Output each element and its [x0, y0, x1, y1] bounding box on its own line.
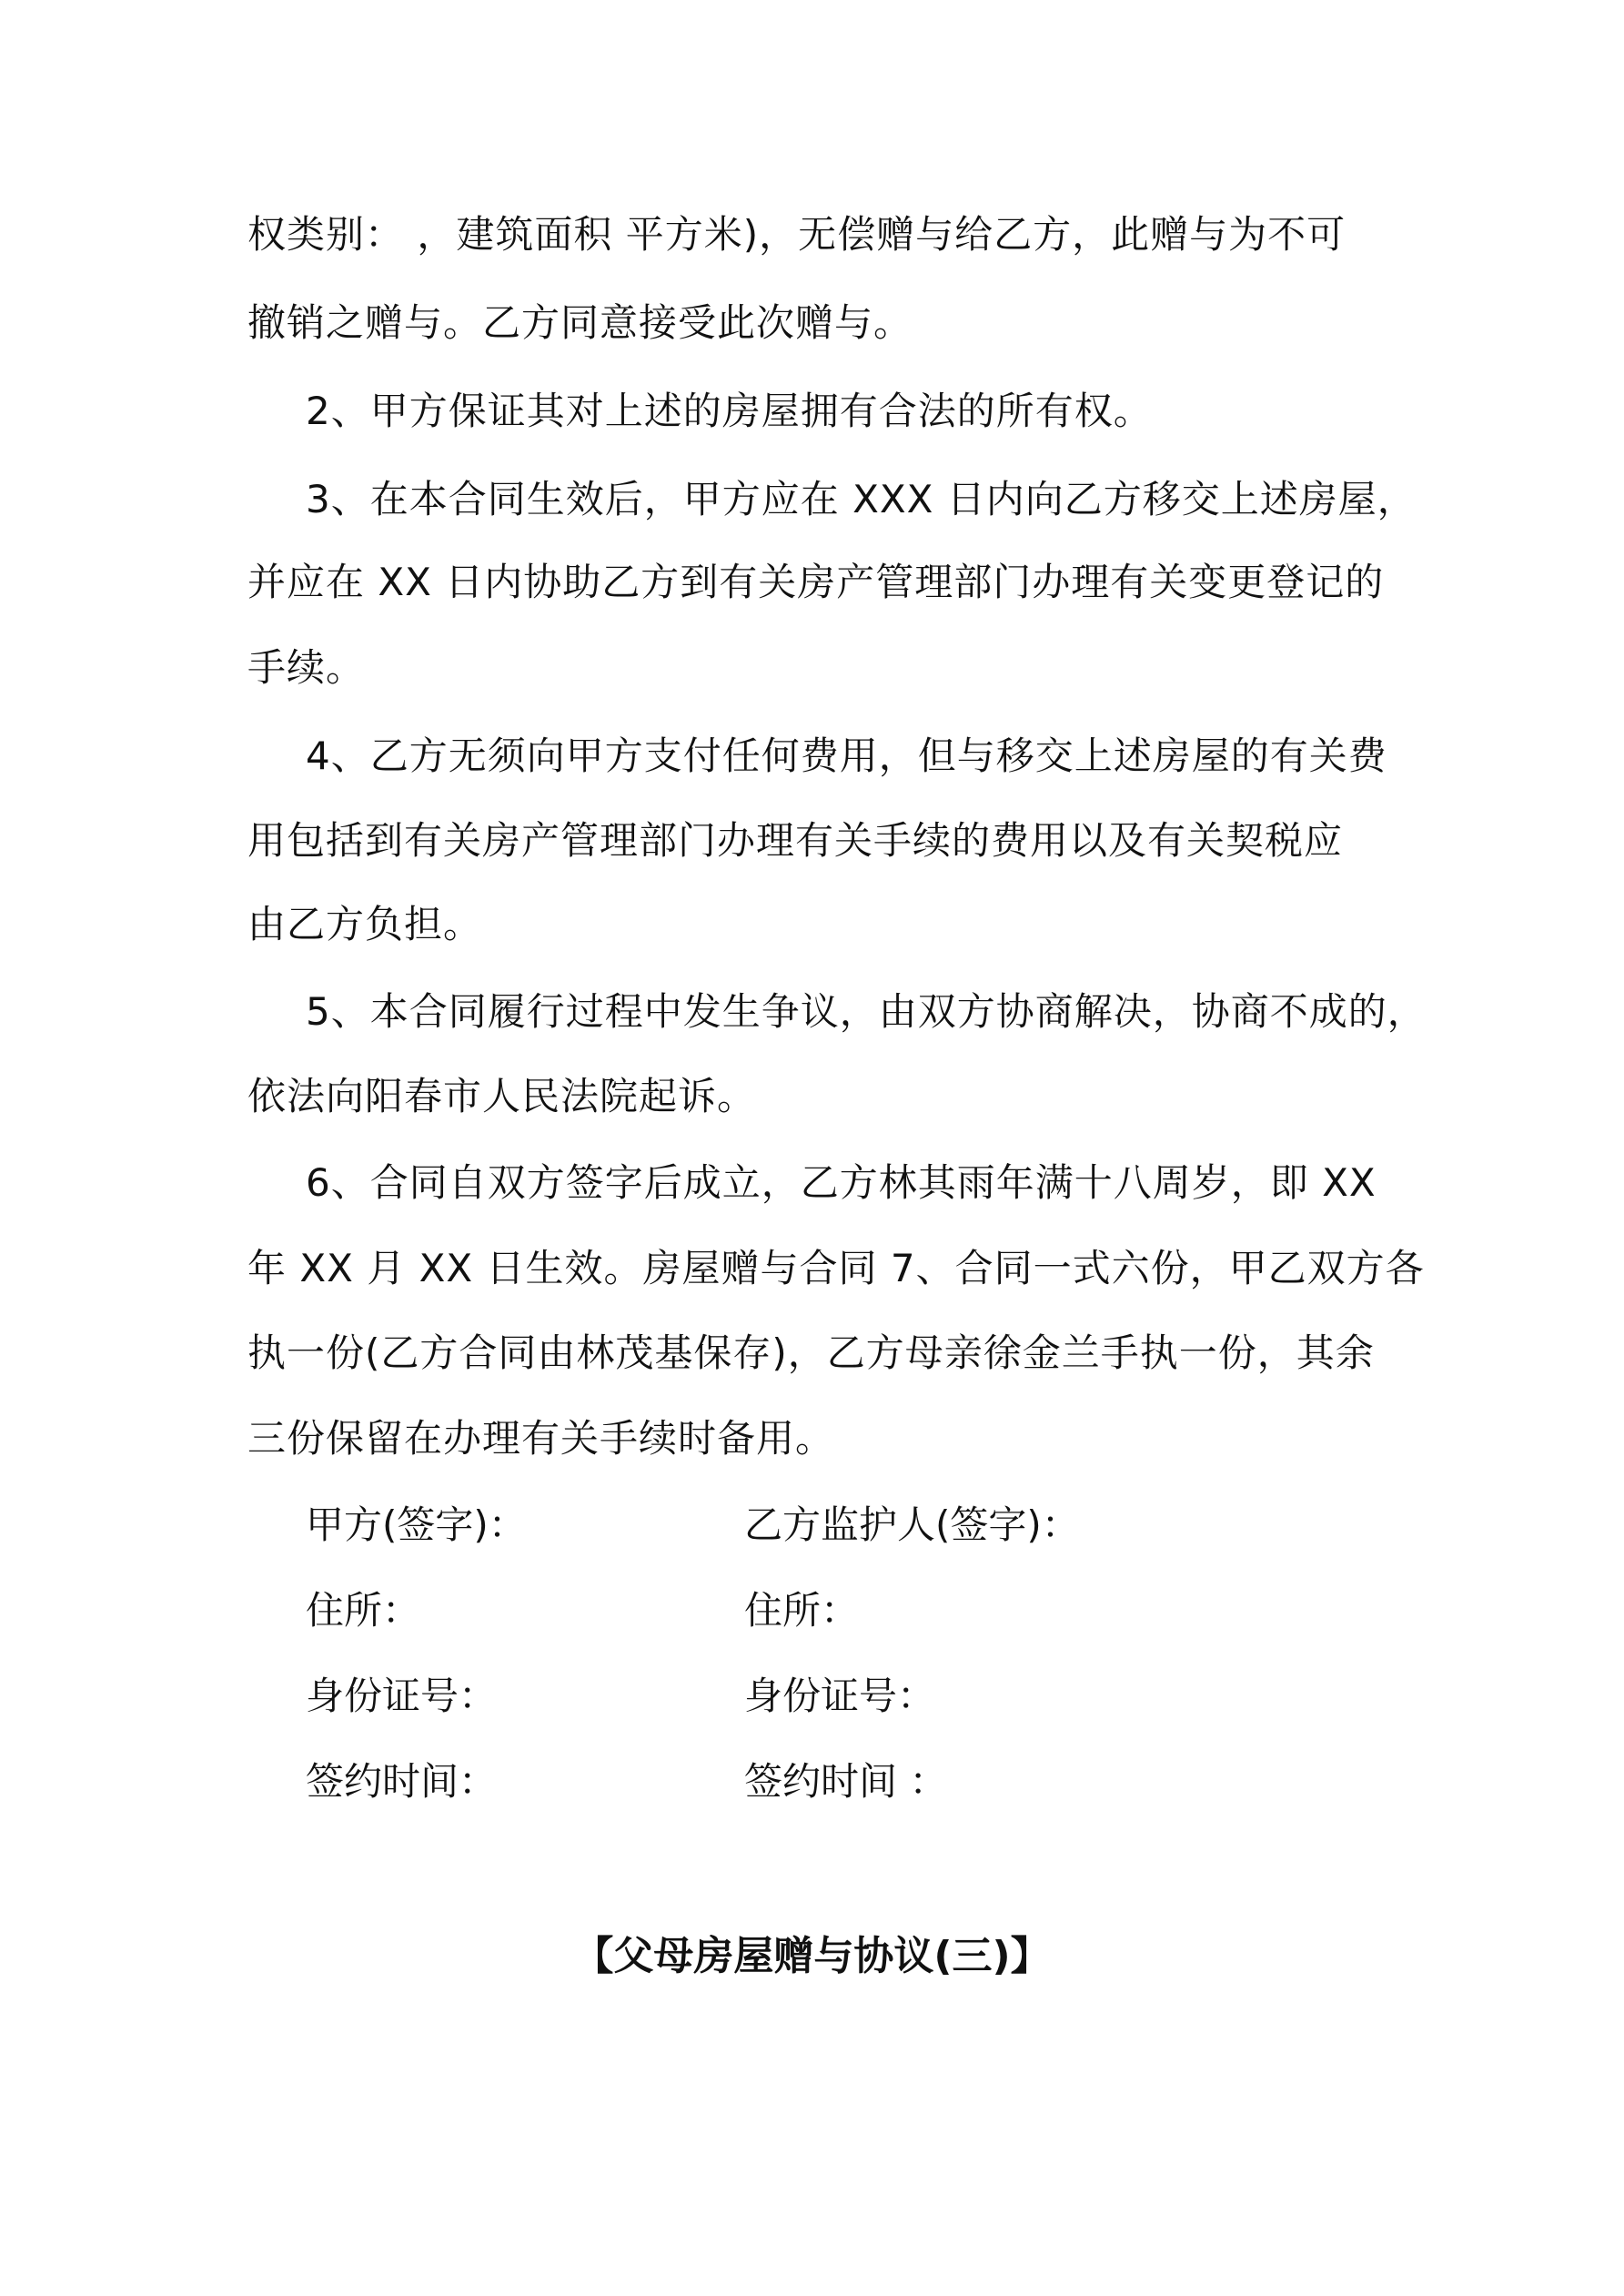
paragraph-3-line-3: 手续。 — [247, 645, 366, 690]
address-party-a: 住所： — [306, 1588, 421, 1633]
signing-date-party-a: 签约时间： — [306, 1759, 498, 1804]
section-heading: 【父母房屋赠与协议(三)】 — [573, 1933, 1051, 1979]
paragraph-1-line-2: 撤销之赠与。乙方同意接受此次赠与。 — [247, 300, 913, 345]
signing-date-party-b: 签约时间 ： — [744, 1759, 948, 1804]
paragraph-1-line-1: 权类别： ，建筑面积 平方米)，无偿赠与给乙方，此赠与为不可 — [247, 212, 1347, 257]
paragraph-6-line-1: 6、合同自双方签字后成立，乙方林其雨年满十八周岁，即 XX — [306, 1160, 1377, 1205]
address-party-b: 住所： — [744, 1588, 860, 1633]
paragraph-3-line-2: 并应在 XX 日内协助乙方到有关房产管理部门办理有关变更登记的 — [247, 560, 1385, 604]
paragraph-6-line-2: 年 XX 月 XX 日生效。房屋赠与合同 7、合同一式六份，甲乙双方各 — [247, 1246, 1425, 1290]
paragraph-4-line-3: 由乙方负担。 — [247, 902, 483, 946]
signature-guardian-b: 乙方监护人(签字)： — [744, 1502, 1080, 1547]
paragraph-2-line-1: 2、甲方保证其对上述的房屋拥有合法的所有权。 — [306, 389, 1153, 433]
paragraph-6-line-3: 执一份(乙方合同由林茂基保存)，乙方母亲徐金兰手执一份，其余 — [247, 1330, 1375, 1375]
paragraph-5-line-2: 依法向阳春市人民法院起诉。 — [247, 1074, 757, 1118]
id-number-party-a: 身份证号： — [306, 1674, 498, 1718]
paragraph-3-line-1: 3、在本合同生效后，甲方应在 XXX 日内向乙方移交上述房屋， — [306, 477, 1417, 521]
signature-party-a: 甲方(签字)： — [306, 1502, 527, 1547]
id-number-party-b: 身份证号： — [744, 1674, 936, 1718]
paragraph-6-line-4: 三份保留在办理有关手续时备用。 — [247, 1416, 835, 1461]
paragraph-5-line-1: 5、本合同履行过程中发生争议，由双方协商解决，协商不成的， — [306, 989, 1427, 1034]
paragraph-4-line-2: 用包括到有关房产管理部门办理有关手续的费用以及有关契税应 — [247, 818, 1344, 863]
paragraph-4-line-1: 4、乙方无须向甲方支付任何费用，但与移交上述房屋的有关费 — [306, 733, 1387, 778]
